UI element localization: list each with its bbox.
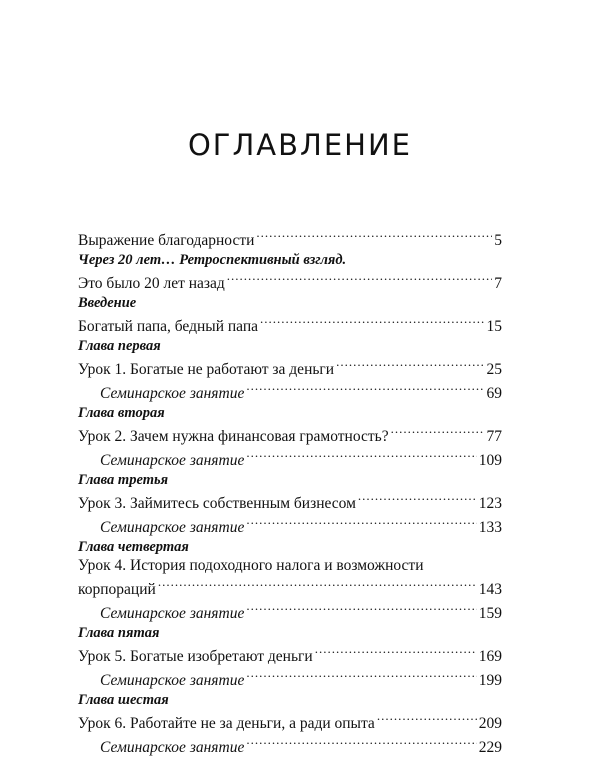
entry-page: 109 <box>478 452 502 469</box>
dot-leader <box>246 446 476 465</box>
entry-label: Урок 2. Зачем нужна финансовая грамотность? <box>78 428 389 445</box>
dot-leader <box>246 733 476 752</box>
toc-entry-intro <box>78 312 502 335</box>
entry-page: 25 <box>486 361 502 378</box>
entry-page: 199 <box>478 672 502 689</box>
entry-page: 123 <box>478 495 502 512</box>
dot-leader <box>227 269 492 288</box>
entry-label: Выражение благодарности <box>78 232 255 249</box>
entry-label: Семинарское занятие <box>100 605 245 622</box>
dot-leader <box>377 709 477 728</box>
page-title: ОГЛАВЛЕНИЕ <box>187 128 412 162</box>
dot-leader <box>256 226 492 245</box>
entry-label: Богатый папа, бедный папа <box>78 318 259 335</box>
dot-leader <box>336 355 484 374</box>
toc-entry-ch5 <box>78 642 502 665</box>
entry-label: Семинарское занятие <box>100 452 245 469</box>
toc-entry-ch6 <box>78 709 502 732</box>
toc-entry-ch1 <box>78 355 502 378</box>
toc-entry-ch1-seminar <box>78 379 502 402</box>
entry-label: Урок 5. Богатые изобретают деньги <box>78 648 313 665</box>
section-heading-ch1: Глава первая <box>78 338 161 354</box>
entry-page: 143 <box>478 581 502 598</box>
entry-page: 133 <box>478 519 502 536</box>
section-heading-retro: Через 20 лет… Ретроспективный взгляд. <box>78 252 347 268</box>
entry-page: 5 <box>494 232 502 249</box>
toc-entry-retro <box>78 269 502 292</box>
entry-label: Это было 20 лет назад <box>78 275 225 292</box>
dot-leader <box>246 379 484 398</box>
toc-entry-thanks <box>78 226 502 249</box>
toc-entry-ch3-seminar <box>78 513 502 536</box>
entry-page: 15 <box>486 318 502 335</box>
entry-page: 229 <box>478 739 502 756</box>
toc-entry-ch2-seminar <box>78 446 502 469</box>
dot-leader <box>260 312 484 331</box>
table-of-contents <box>78 226 502 756</box>
toc-entry-ch3 <box>78 489 502 512</box>
entry-label: корпораций <box>78 581 156 598</box>
dot-leader <box>315 642 477 661</box>
toc-entry-ch4-seminar <box>78 599 502 622</box>
entry-page: 69 <box>486 385 502 402</box>
dot-leader <box>158 575 477 594</box>
toc-entry-ch4-line1: Урок 4. История подоходного налога и возможности <box>78 557 424 574</box>
section-heading-ch5: Глава пятая <box>78 625 160 641</box>
section-heading-intro: Введение <box>78 295 137 311</box>
toc-entry-ch5-seminar <box>78 666 502 689</box>
entry-page: 7 <box>494 275 502 292</box>
toc-entry-ch4 <box>78 575 502 598</box>
entry-page: 159 <box>478 605 502 622</box>
toc-entry-ch2 <box>78 422 502 445</box>
entry-label: Урок 6. Работайте не за деньги, а ради опыта <box>78 715 375 732</box>
entry-page: 209 <box>478 715 502 732</box>
entry-label: Семинарское занятие <box>100 739 245 756</box>
entry-label: Урок 1. Богатые не работают за деньги <box>78 361 335 378</box>
section-heading-ch2: Глава вторая <box>78 405 165 421</box>
entry-page: 77 <box>486 428 502 445</box>
dot-leader <box>391 422 485 441</box>
entry-label: Семинарское занятие <box>100 672 245 689</box>
section-heading-ch4: Глава четвертая <box>78 539 189 555</box>
entry-label: Урок 3. Займитесь собственным бизнесом <box>78 495 356 512</box>
dot-leader <box>358 489 477 508</box>
dot-leader <box>246 513 476 532</box>
entry-page: 169 <box>478 648 502 665</box>
toc-entry-ch6-seminar <box>78 733 502 756</box>
dot-leader <box>246 599 476 618</box>
section-heading-ch6: Глава шестая <box>78 692 169 708</box>
dot-leader <box>246 666 476 685</box>
section-heading-ch3: Глава третья <box>78 472 169 488</box>
entry-label: Семинарское занятие <box>100 519 245 536</box>
entry-label: Семинарское занятие <box>100 385 245 402</box>
